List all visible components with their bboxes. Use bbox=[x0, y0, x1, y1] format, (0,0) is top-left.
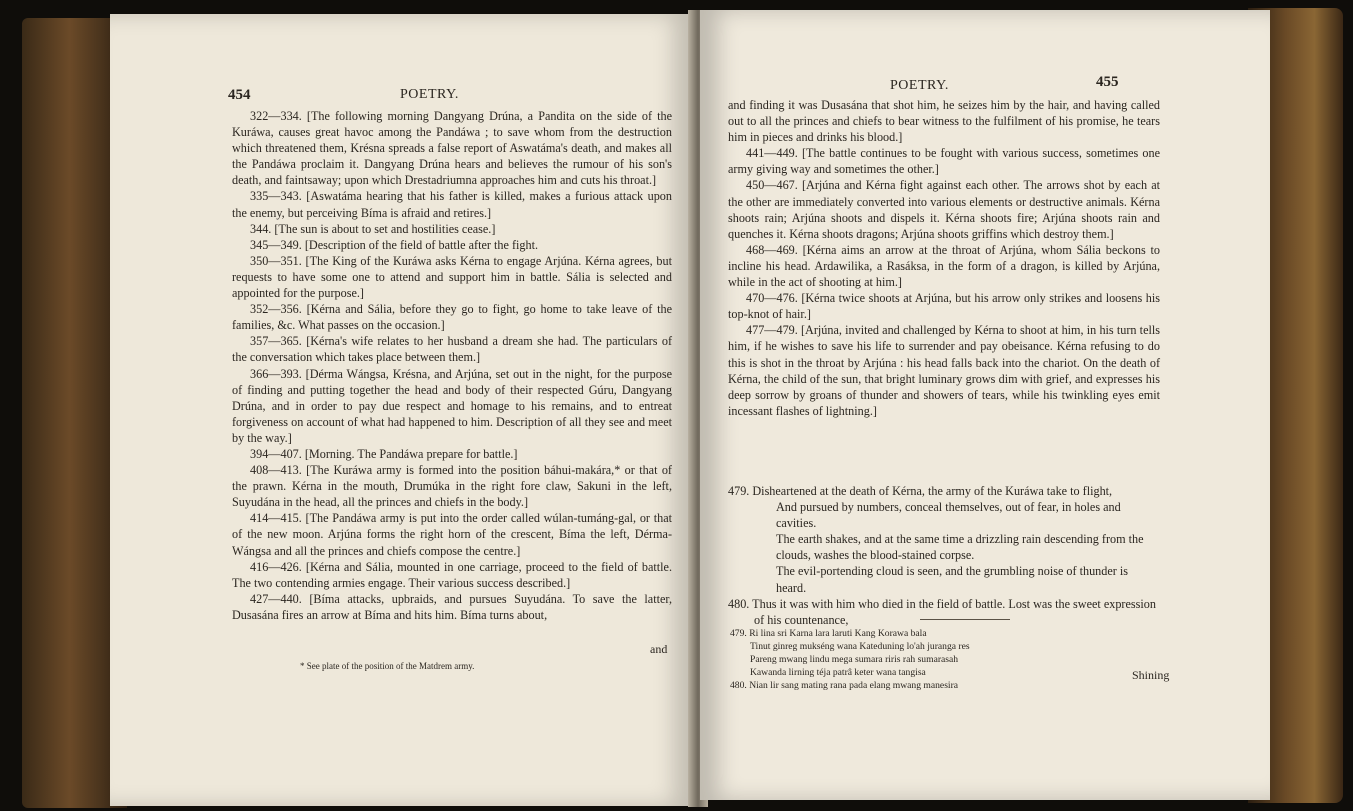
javanese-text bbox=[730, 627, 1162, 692]
verse-translation bbox=[728, 483, 1160, 628]
javanese-line: Pareng mwang lindu mega sumara riris rah sumarasah bbox=[750, 654, 959, 665]
catchword: and bbox=[650, 642, 668, 656]
running-header: POETRY. bbox=[400, 87, 459, 102]
verse-line: 479. Disheartened at the death of Kérna, the army of the Kuráwa take to flight, bbox=[728, 484, 1113, 498]
left-page bbox=[110, 14, 692, 806]
javanese-line: 480. Nian lir sang mating rana pada elang mwang manesira bbox=[730, 680, 959, 691]
javanese-line: 479. Ri lina sri Karna lara laruti Kang Korawa bala bbox=[730, 628, 927, 639]
page-number: 454 bbox=[228, 87, 251, 103]
paragraph: 350—351. [The King of the Kuráwa asks Kérna to engage Arjúna. Kérna agrees, but requests to have some one to attend and support him in battle. Sália is selected and appointed for the purpose.] bbox=[232, 253, 672, 301]
verse-line: The evil-portending cloud is seen, and the grumbling noise of thunder is heard. bbox=[776, 564, 1129, 595]
paragraph: 345—349. [Description of the field of battle after the fight. bbox=[250, 237, 539, 252]
paragraph: 414—415. [The Pandáwa army is put into the order called wúlan-tumáng-gal, or that of the new moon. Arjúna forms the right horn of the crescent, Bíma the left, Dérma-Wángsa and all the princes and chiefs compose the centre.] bbox=[232, 511, 672, 558]
paragraph: 408—413. [The Kuráwa army is formed into the position báhui-makára,* or that of the prawn. Kérna in the mouth, Drumúka in the right fore claw, Sakuni in the left, Suyudána in the head, all the princes and chiefs in the body.] bbox=[232, 463, 672, 510]
footnote-rule bbox=[920, 619, 1010, 620]
paragraph: 335—343. [Aswatáma hearing that his father is killed, makes a furious attack upon the enemy, but perceiving Bíma is afraid and retires.] bbox=[232, 189, 672, 220]
footnote: * See plate of the position of the Matdrem army. bbox=[300, 661, 475, 671]
paragraph: 322—334. [The following morning Dangyang Drúna, a Pandita on the side of the Kuráwa, causes great havoc among the Pandáwa ; to save whom from the destruction which threatened them, Krésna spreads a false report of Aswatáma's death, and makes all the Pandáwa proclaim it. Dangyang Drúna hears and believes the rumour of his son's death, and faintsaway; upon which Drestadriumna approaches him and cuts his throat.] bbox=[232, 109, 672, 188]
paragraph: and finding it was Dusasána that shot him, he seizes him by the hair, and having called out to all the princes and chiefs to bear witness to the fulfilment of his promise, he tears him in pieces and drinks his blood.] bbox=[728, 98, 1160, 145]
catchword: Shining bbox=[1132, 668, 1170, 682]
paragraph: 427—440. [Bíma attacks, upbraids, and pursues Suyudána. To save the latter, Dusasána fires an arrow at Bíma and hits him. Bíma turns about, bbox=[232, 591, 672, 622]
paragraph: 416—426. [Kérna and Sália, mounted in one carriage, proceed to the field of battle. The two contending armies engage. Their various success described.] bbox=[232, 559, 672, 590]
paragraph: 477—479. [Arjúna, invited and challenged by Kérna to shoot at him, in his turn tells him, if he wishes to save his life to surrender and pay obeisance. Kérna refusing to do this is shot in the throat by Arjúna : his head falls back into the chariot. On the death of Kérna, the child of the sun, that bright luminary grows dim with grief, and expresses his deep sorrow by groans of thunder and showers of tears, while his twinkling eyes emit incessant flashes of lightning.] bbox=[728, 323, 1160, 418]
paragraph: 344. [The sun is about to set and hostilities cease.] bbox=[250, 221, 496, 236]
page-number: 455 bbox=[1096, 74, 1119, 90]
javanese-line: Kawanda lirning téja patrâ keter wana tangisa bbox=[750, 667, 926, 678]
paragraph: 394—407. [Morning. The Pandáwa prepare for battle.] bbox=[250, 446, 518, 461]
right-page bbox=[700, 10, 1270, 800]
paragraph: 441—449. [The battle continues to be fought with various success, sometimes one army giving way and sometimes the other.] bbox=[728, 146, 1160, 177]
paragraph: 352—356. [Kérna and Sália, before they go to fight, go home to take leave of the families, &c. What passes on the occasion.] bbox=[232, 302, 672, 333]
paragraph: 470—476. [Kérna twice shoots at Arjúna, but his arrow only strikes and loosens his top-knot of hair.] bbox=[728, 291, 1160, 322]
right-body-text bbox=[728, 97, 1160, 419]
paragraph: 468—469. [Kérna aims an arrow at the throat of Arjúna, whom Sália beckons to incline his head. Ardawilika, a Rasáksa, in the form of a dragon, is killed by Arjúna, while in the act of shooting at him.] bbox=[728, 242, 1160, 290]
verse-line: 480. Thus it was with him who died in the field of battle. Lost was the sweet expression of his countenance, bbox=[728, 596, 1156, 627]
running-header: POETRY. bbox=[890, 78, 949, 93]
paragraph: 450—467. [Arjúna and Kérna fight against each other. The arrows shot by each at the other are immediately converted into various elements or destructive animals. Kérna shoots rain; Arjúna shoots and dispels it. Kérna shoots fire; Arjúna shoots rain and quenches it. Kérna shoots dragons; Arjúna shoots griffins which destroy them.] bbox=[728, 178, 1160, 241]
paragraph: 366—393. [Dérma Wángsa, Krésna, and Arjúna, set out in the night, for the purpose of finding and putting together the head and body of their respected Gúru, Dangyang Drúna, and in order to pay due respect and homage to his remains, and to entreat forgiveness on account of what had happened to him. Description of all they see and meet by the way.] bbox=[232, 366, 672, 445]
verse-line: And pursued by numbers, conceal themselves, out of fear, in holes and cavities. bbox=[776, 500, 1121, 531]
paragraph: 357—365. [Kérna's wife relates to her husband a dream she had. The particulars of the conversation which takes place between them.] bbox=[232, 334, 672, 365]
left-body-text bbox=[232, 108, 672, 623]
javanese-line: Tinut ginreg mukséng wana Kateduning lo'ah juranga res bbox=[750, 641, 970, 652]
verse-line: The earth shakes, and at the same time a drizzling rain descending from the clouds, washes the blood-stained corpse. bbox=[776, 532, 1144, 563]
